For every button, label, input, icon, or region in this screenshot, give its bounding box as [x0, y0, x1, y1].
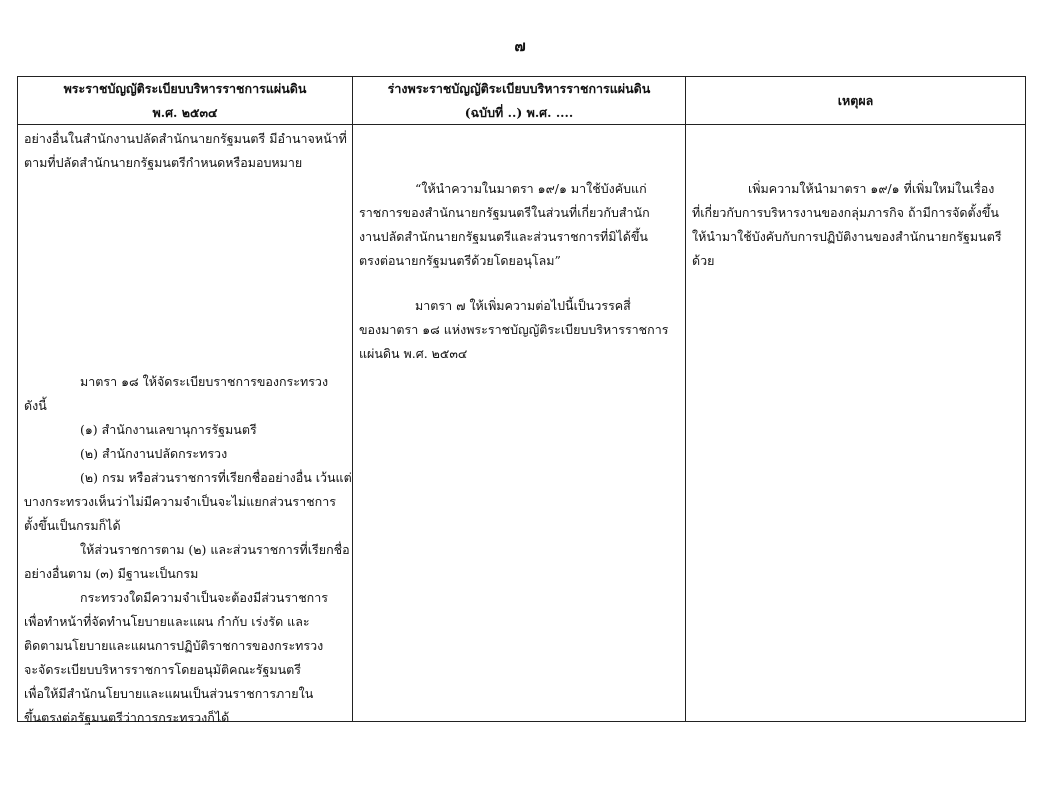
- header-draft-law-line1: ร่างพระราชบัญญัติระเบียบบริหารราชการแผ่นดิน: [387, 80, 651, 96]
- text-line: จะจัดระเบียบบริหารราชการโดยอนุมัติคณะรัฐมนตรี: [24, 662, 301, 677]
- text-line: มาตรา ๑๘ ให้จัดระเบียบราชการของกระทรวง: [80, 374, 329, 389]
- text-line: (๒) สำนักงานปลัดกระทรวง: [80, 446, 228, 461]
- page-number: ๗: [514, 37, 526, 55]
- text-line: ให้นำมาใช้บังคับกับการปฏิบัติงานของสำนักนายกรัฐมนตรี: [692, 229, 1002, 244]
- current-law-continuation: [24, 127, 347, 175]
- reason-paragraph: [692, 177, 1002, 273]
- text-line: งานปลัดสำนักนายกรัฐมนตรีและส่วนราชการที่มิได้ขึ้น: [359, 229, 648, 244]
- text-line: (๒) กรม หรือส่วนราชการที่เรียกชื่ออย่างอื่น เว้นแต่: [80, 470, 352, 485]
- text-line: อย่างอื่นตาม (๓) มีฐานะเป็นกรม: [24, 566, 199, 581]
- text-line: ที่เกี่ยวกับการบริหารงานของกลุ่มภารกิจ ถ้ามีการจัดตั้งขึ้น: [692, 205, 999, 220]
- text-line: ของมาตรา ๑๘ แห่งพระราชบัญญัติระเบียบบริหารราชการ: [359, 322, 669, 337]
- draft-law-section-7: [359, 294, 668, 366]
- text-line: ราชการของสำนักนายกรัฐมนตรีในส่วนที่เกี่ยวกับสำนัก: [359, 205, 650, 220]
- text-line: กระทรวงใดมีความจำเป็นจะต้องมีส่วนราชการ: [80, 590, 328, 605]
- text-line: เพื่อให้มีสำนักนโยบายและแผนเป็นส่วนราชการภายใน: [24, 686, 314, 701]
- text-line: อย่างอื่นในสำนักงานปลัดสำนักนายกรัฐมนตรี มีอำนาจหน้าที่: [24, 131, 347, 146]
- text-line: (๑) สำนักงานเลขานุการรัฐมนตรี: [80, 422, 257, 437]
- text-line: “ให้นำความในมาตรา ๑๙/๑ มาใช้บังคับแก่: [415, 181, 647, 196]
- header-current-law-line2: พ.ศ. ๒๕๓๔: [152, 104, 218, 120]
- text-line: ตั้งขึ้นเป็นกรมก็ได้: [24, 518, 121, 533]
- text-line: ขึ้นตรงต่อรัฐมนตรีว่าการกระทรวงก็ได้: [24, 710, 230, 725]
- column-divider-2: [685, 77, 686, 721]
- text-line: บางกระทรวงเห็นว่าไม่มีความจำเป็นจะไม่แยกส่วนราชการ: [24, 494, 336, 509]
- header-reason-label: เหตุผล: [837, 92, 874, 108]
- header-current-law-line1: พระราชบัญญัติระเบียบบริหารราชการแผ่นดิน: [63, 80, 307, 96]
- text-line: แผ่นดิน พ.ศ. ๒๕๓๔: [359, 346, 468, 361]
- header-current-law: [18, 77, 352, 124]
- header-draft-law-line2: (ฉบับที่ ..) พ.ศ. ....: [464, 104, 574, 120]
- text-line: ด้วย: [692, 253, 715, 268]
- header-reason: [686, 77, 1025, 124]
- text-line: เพิ่มความให้นำมาตรา ๑๙/๑ ที่เพิ่มใหม่ในเรื่อง: [748, 181, 995, 196]
- text-line: มาตรา ๗ ให้เพิ่มความต่อไปนี้เป็นวรรคสี่: [415, 298, 631, 313]
- comparison-table: [17, 76, 1026, 725]
- current-law-section-18: [24, 370, 352, 730]
- text-line: ติดตามนโยบายและแผนการปฏิบัติราชการของกระทรวง: [24, 638, 324, 653]
- text-line: เพื่อทำหน้าที่จัดทำนโยบายและแผน กำกับ เร่งรัด และ: [24, 614, 310, 629]
- column-divider-1: [352, 77, 353, 721]
- text-line: ตามที่ปลัดสำนักนายกรัฐมนตรีกำหนดหรือมอบหมาย: [24, 155, 303, 170]
- text-line: ตรงต่อนายกรัฐมนตรีด้วยโดยอนุโลม”: [359, 253, 561, 268]
- header-draft-law: [353, 77, 685, 124]
- text-line: ดังนี้: [24, 398, 47, 413]
- text-line: ให้ส่วนราชการตาม (๒) และส่วนราชการที่เรียกชื่อ: [80, 542, 350, 557]
- draft-law-paragraph-1: [359, 177, 650, 273]
